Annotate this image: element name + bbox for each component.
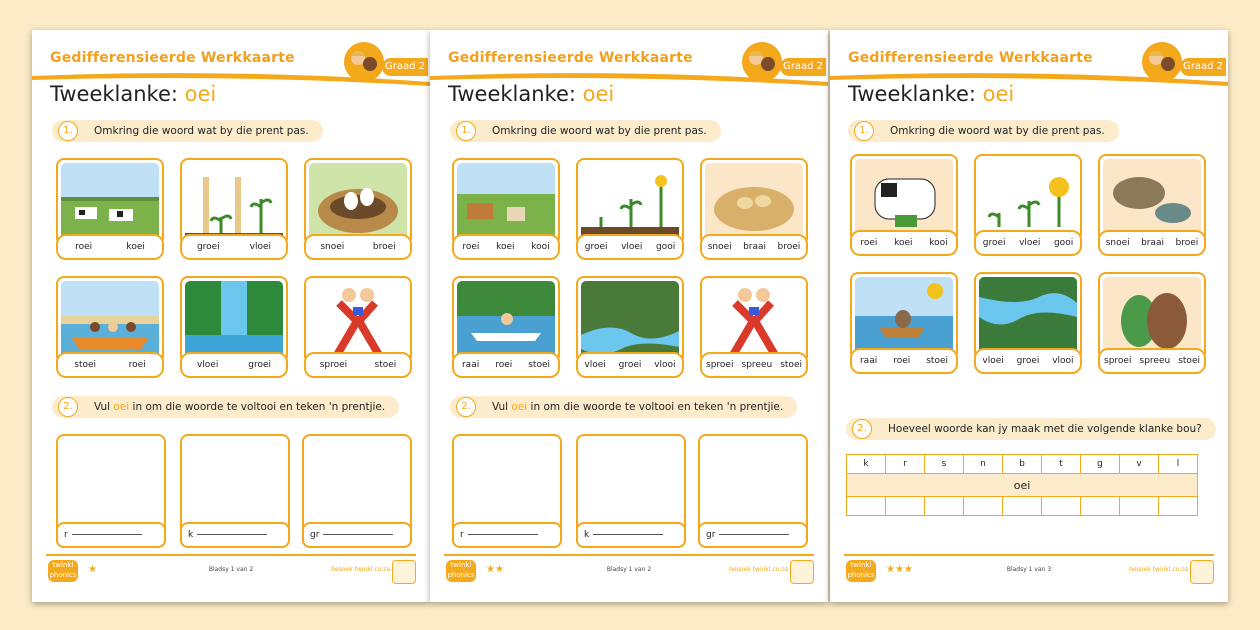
- waterfall-icon: [185, 281, 283, 359]
- picture-card: [452, 158, 560, 252]
- wrestlers-icon: [705, 281, 803, 359]
- picture-card: [576, 276, 684, 370]
- letter-cell: r: [886, 455, 925, 474]
- word-option[interactable]: roei: [75, 242, 93, 252]
- drawing-box[interactable]: [452, 434, 562, 548]
- word-start: r: [460, 530, 464, 540]
- word-choices: [974, 348, 1082, 374]
- question-2: [450, 396, 797, 418]
- sheet-header: Gedifferensieerde Werkkaarte: [848, 50, 1093, 66]
- word-option[interactable]: spreeu: [741, 360, 773, 370]
- question-highlight: oei: [113, 401, 130, 413]
- drawing-box[interactable]: [698, 434, 808, 548]
- word-choices: [56, 352, 164, 378]
- word-option[interactable]: snoei: [320, 242, 345, 252]
- question-number: 1.: [854, 121, 874, 141]
- picture-card: [1098, 154, 1206, 248]
- word-choices: [304, 352, 412, 378]
- word-choices: [1098, 348, 1206, 374]
- word-line[interactable]: [180, 522, 290, 548]
- answer-row: [847, 497, 1198, 516]
- letter-cell: n: [964, 455, 1003, 474]
- question-number: 1.: [456, 121, 476, 141]
- picture-card: [56, 276, 164, 370]
- question-number: 1.: [58, 121, 78, 141]
- title-sound: oei: [184, 82, 217, 106]
- rowing-boat-icon: [61, 281, 159, 359]
- word-option[interactable]: snoei: [707, 242, 732, 252]
- picture-card: [974, 154, 1082, 248]
- difficulty-stars: ★★★: [886, 564, 913, 575]
- rowing-boat-icon: [457, 281, 555, 359]
- question-1: [52, 120, 323, 142]
- question-text: Vul: [492, 401, 512, 413]
- word-choices: [974, 230, 1082, 256]
- word-choices: [576, 234, 684, 260]
- answer-cell[interactable]: [1159, 497, 1198, 516]
- difficulty-stars: ★: [88, 564, 97, 575]
- word-option[interactable]: braai: [743, 242, 767, 252]
- twinkl-logo-icon: twinkl phonics: [846, 560, 876, 582]
- answer-cell[interactable]: [925, 497, 964, 516]
- nest-eggs-icon: [309, 163, 407, 241]
- word-line[interactable]: [576, 522, 686, 548]
- website-link[interactable]: besoek twinkl.co.za: [1129, 566, 1188, 573]
- letter-cell: l: [1159, 455, 1198, 474]
- word-choices: [1098, 230, 1206, 256]
- word-choices: [452, 234, 560, 260]
- question-1: [450, 120, 721, 142]
- question-1: [848, 120, 1119, 142]
- word-option[interactable]: vloei: [249, 242, 272, 252]
- mascot-icon: [342, 40, 386, 84]
- page-number: Bladsy 1 van 2: [208, 566, 254, 573]
- twinkl-logo-icon: twinkl phonics: [446, 560, 476, 582]
- question-text: Hoeveel woorde kan jy maak met die volgende klanke bou?: [888, 423, 1202, 435]
- question-text: Omkring die woord wat by die prent pas.: [492, 125, 707, 137]
- answer-cell[interactable]: [886, 497, 925, 516]
- answer-cell[interactable]: [1003, 497, 1042, 516]
- badge-icon: [1190, 560, 1214, 584]
- word-choices: [576, 352, 684, 378]
- word-option[interactable]: stoei: [374, 360, 397, 370]
- word-option[interactable]: vloei: [982, 356, 1004, 366]
- picture-card: [452, 276, 560, 370]
- difficulty-stars: ★★: [486, 564, 504, 575]
- picture-card: [974, 272, 1082, 366]
- question-text: Omkring die woord wat by die prent pas.: [890, 125, 1105, 137]
- drawing-box[interactable]: [56, 434, 166, 548]
- picture-card: [180, 276, 288, 370]
- word-line[interactable]: [452, 522, 562, 548]
- word-option[interactable]: stoei: [74, 360, 97, 370]
- word-start: gr: [706, 530, 716, 540]
- question-text: in om die woorde te voltooi en teken 'n prentjie.: [129, 401, 386, 413]
- word-choices: [180, 234, 288, 260]
- answer-cell[interactable]: [964, 497, 1003, 516]
- picture-card: [700, 158, 808, 252]
- plant-growth-icon: [979, 159, 1077, 237]
- word-choices: [452, 352, 560, 378]
- picture-card: [304, 276, 412, 370]
- word-option[interactable]: snoei: [1105, 238, 1130, 248]
- word-option[interactable]: sproei: [319, 360, 348, 370]
- word-option[interactable]: kooi: [531, 242, 550, 252]
- website-link[interactable]: besoek twinkl.co.za: [729, 566, 788, 573]
- title-prefix: Tweeklanke:: [448, 82, 576, 106]
- word-option[interactable]: vlooi: [1052, 356, 1074, 366]
- nest-icon: [1103, 159, 1201, 237]
- page-title: [448, 82, 614, 106]
- question-number: 2.: [456, 397, 476, 417]
- answer-cell[interactable]: [847, 497, 886, 516]
- question-2: [52, 396, 399, 418]
- bears-wrestling-icon: [1103, 277, 1201, 355]
- question-text: in om die woorde te voltooi en teken 'n prentjie.: [527, 401, 784, 413]
- picture-card: [56, 158, 164, 252]
- word-option[interactable]: groei: [982, 238, 1006, 248]
- word-option[interactable]: koei: [496, 242, 515, 252]
- word-option[interactable]: vlooi: [654, 360, 676, 370]
- page-title: [848, 82, 1014, 106]
- worksheet-1: [32, 30, 430, 602]
- question-text: Vul: [94, 401, 114, 413]
- worksheet-2: [430, 30, 828, 602]
- word-option[interactable]: kooi: [929, 238, 948, 248]
- plant-growth-icon: [185, 163, 283, 241]
- plant-growth-icon: [581, 163, 679, 241]
- word-line[interactable]: [698, 522, 808, 548]
- word-option[interactable]: roei: [462, 242, 480, 252]
- word-option[interactable]: stoei: [528, 360, 550, 370]
- letter-cell: b: [1003, 455, 1042, 474]
- word-start: k: [584, 530, 590, 540]
- answer-cell[interactable]: [1042, 497, 1081, 516]
- drawing-box[interactable]: [302, 434, 412, 548]
- title-prefix: Tweeklanke:: [848, 82, 976, 106]
- worksheet-3: [830, 30, 1228, 602]
- grade-badge: Graad 2: [1180, 58, 1226, 76]
- footer-divider: [844, 554, 1214, 556]
- word-option[interactable]: vloei: [584, 360, 606, 370]
- word-option[interactable]: vloei: [196, 360, 219, 370]
- drawing-box[interactable]: [180, 434, 290, 548]
- word-choices: [700, 234, 808, 260]
- word-option[interactable]: vloei: [1019, 238, 1041, 248]
- word-option[interactable]: sproei: [1104, 356, 1132, 366]
- word-option[interactable]: groei: [1016, 356, 1040, 366]
- word-option[interactable]: raai: [461, 360, 480, 370]
- word-option[interactable]: braai: [1141, 238, 1165, 248]
- word-option[interactable]: koei: [126, 242, 145, 252]
- letter-cell: g: [1081, 455, 1120, 474]
- picture-card: [850, 154, 958, 248]
- word-option[interactable]: gooi: [655, 242, 676, 252]
- sound-row: [847, 474, 1198, 497]
- letter-cell: s: [925, 455, 964, 474]
- river-icon: [581, 281, 679, 359]
- word-option[interactable]: roei: [893, 356, 911, 366]
- picture-card: [700, 276, 808, 370]
- word-option[interactable]: stoei: [1178, 356, 1200, 366]
- title-sound: oei: [582, 82, 615, 106]
- word-option[interactable]: groei: [584, 242, 608, 252]
- question-highlight: oei: [511, 401, 528, 413]
- word-option[interactable]: sproei: [706, 360, 734, 370]
- page-number: Bladsy 1 van 3: [1006, 566, 1052, 573]
- word-option[interactable]: groei: [618, 360, 642, 370]
- word-option[interactable]: broei: [1175, 238, 1199, 248]
- cow-eating-icon: [855, 159, 953, 237]
- sheet-header: Gedifferensieerde Werkkaarte: [448, 50, 693, 66]
- mascot-icon: [1140, 40, 1184, 84]
- word-option[interactable]: broei: [777, 242, 801, 252]
- word-option[interactable]: spreeu: [1139, 356, 1171, 366]
- word-choices: [850, 230, 958, 256]
- letter-cell: t: [1042, 455, 1081, 474]
- website-link[interactable]: besoek twinkl.co.za: [331, 566, 390, 573]
- word-start: k: [188, 530, 194, 540]
- word-option[interactable]: koei: [894, 238, 913, 248]
- wrestlers-icon: [309, 281, 407, 359]
- letters-row: [847, 455, 1198, 474]
- question-text: Omkring die woord wat by die prent pas.: [94, 125, 309, 137]
- picture-card: [304, 158, 412, 252]
- word-option[interactable]: raai: [859, 356, 878, 366]
- sheet-header: Gedifferensieerde Werkkaarte: [50, 50, 295, 66]
- word-choices: [850, 348, 958, 374]
- picture-card: [850, 272, 958, 366]
- word-option[interactable]: roei: [128, 360, 146, 370]
- word-start: gr: [310, 530, 320, 540]
- title-sound: oei: [982, 82, 1015, 106]
- twinkl-logo-icon: twinkl phonics: [48, 560, 78, 582]
- mascot-icon: [740, 40, 784, 84]
- answer-cell[interactable]: [1081, 497, 1120, 516]
- river-icon: [979, 277, 1077, 355]
- footer-divider: [444, 554, 814, 556]
- grade-badge: Graad 2: [780, 58, 826, 76]
- sounds-table: [846, 454, 1198, 516]
- word-choices: [56, 234, 164, 260]
- word-option[interactable]: groei: [196, 242, 220, 252]
- word-line[interactable]: [302, 522, 412, 548]
- sound-cell: oei: [847, 474, 1198, 497]
- letter-cell: v: [1120, 455, 1159, 474]
- word-option[interactable]: stoei: [780, 360, 802, 370]
- word-choices: [700, 352, 808, 378]
- word-option[interactable]: roei: [860, 238, 878, 248]
- badge-icon: [392, 560, 416, 584]
- grade-badge: Graad 2: [382, 58, 428, 76]
- picture-card: [180, 158, 288, 252]
- word-choices: [304, 234, 412, 260]
- word-line[interactable]: [56, 522, 166, 548]
- page-number: Bladsy 1 van 2: [606, 566, 652, 573]
- word-start: r: [64, 530, 68, 540]
- cows-field-icon: [61, 163, 159, 241]
- word-option[interactable]: roei: [495, 360, 513, 370]
- picture-card: [1098, 272, 1206, 366]
- badge-icon: [790, 560, 814, 584]
- title-prefix: Tweeklanke:: [50, 82, 178, 106]
- word-option[interactable]: vloei: [621, 242, 643, 252]
- word-option[interactable]: groei: [248, 360, 272, 370]
- question-number: 2.: [852, 419, 872, 439]
- word-option[interactable]: gooi: [1053, 238, 1074, 248]
- word-choices: [180, 352, 288, 378]
- picture-card: [576, 158, 684, 252]
- word-option[interactable]: broei: [372, 242, 396, 252]
- footer-divider: [46, 554, 416, 556]
- question-number: 2.: [58, 397, 78, 417]
- letter-cell: k: [847, 455, 886, 474]
- page-title: [50, 82, 216, 106]
- drawing-box[interactable]: [576, 434, 686, 548]
- cows-field-icon: [457, 163, 555, 241]
- question-2: [846, 418, 1216, 440]
- rat-in-boat-icon: [855, 277, 953, 355]
- word-option[interactable]: stoei: [926, 356, 948, 366]
- nest-eggs-icon: [705, 163, 803, 241]
- answer-cell[interactable]: [1120, 497, 1159, 516]
